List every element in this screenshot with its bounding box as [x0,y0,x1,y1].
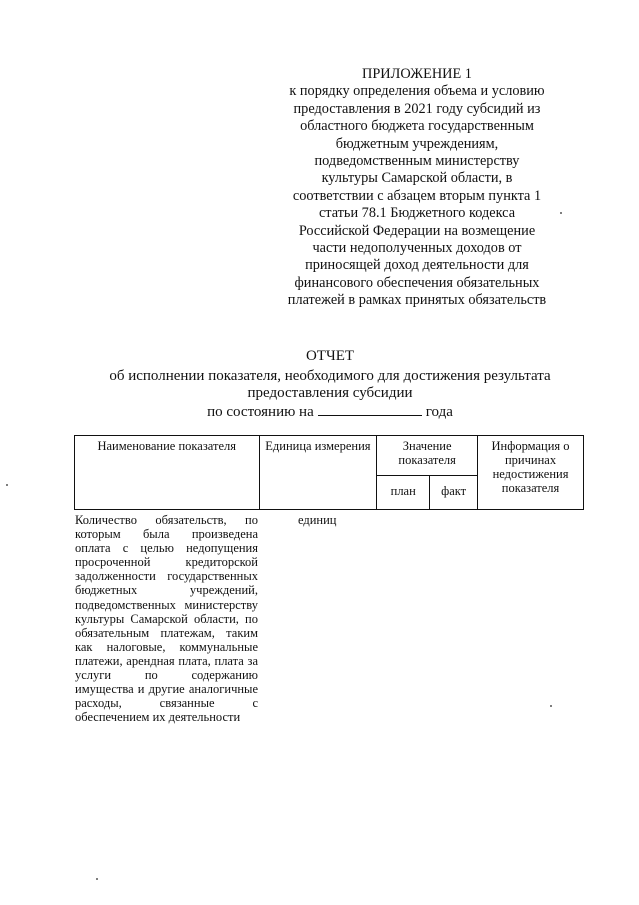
date-prefix: по состоянию на [207,403,314,420]
scan-speck [96,878,98,880]
report-subtitle-line: об исполнении показателя, необходимого для достижения результата [109,367,551,384]
appendix-line: Российской Федерации на возмещение [298,222,536,239]
appendix-line: предоставления в 2021 году субсидий из [293,100,541,117]
appendix-line: культуры Самарской области, в [321,170,513,187]
appendix-line: соответствии с абзацем вторым пункта 1 [292,187,542,204]
report-subtitle-line: предоставления субсидии [247,385,413,401]
appendix-line: бюджетным учреждениям, [335,135,499,152]
header-fact: факт [430,476,478,510]
indicator-description: Количество обязательств, по которым была произведена оплата с целью недопущения просроченной кредиторской задолженности государственных бюджетных учреждений, подведомственных министерству культуры Самарской области, по обязательным платежам, таким как налоговые, коммунальные платежи, арендная плата, плата за услуги по содержанию имущества и другие аналогичные расходы, связанные с обеспечением их деятельности [75,513,258,725]
report-date-line [60,403,600,422]
appendix-heading: ПРИЛОЖЕНИЕ 1 [362,66,472,82]
appendix-line: подведомственным министерству [314,153,520,170]
header-reasons: Информация о причинах недостижения показателя [478,436,584,510]
report-table [74,435,584,510]
appendix-line: финансового обеспечения обязательных [294,274,540,291]
date-suffix: года [425,403,453,420]
appendix-block [272,66,562,310]
header-unit: Единица измерения [259,436,377,510]
indicator-unit: единиц [298,513,337,527]
date-blank-field[interactable] [318,403,422,416]
header-indicator-name: Наименование показателя [75,436,260,510]
appendix-line: статьи 78.1 Бюджетного кодекса [318,205,516,222]
appendix-line: платежей в рамках принятых обязательств [287,292,547,309]
table-header-row [75,436,584,476]
appendix-line: приносящей доход деятельности для [305,257,529,274]
appendix-line: части недополученных доходов от [312,240,522,257]
scan-speck [550,705,552,707]
appendix-line: областного бюджета государственным [300,118,534,135]
header-plan: план [377,476,430,510]
appendix-line: к порядку определения объема и условию [289,83,545,100]
report-title: ОТЧЕТ [305,348,355,364]
scan-speck [560,212,562,214]
report-heading-block [60,348,600,421]
scan-speck [6,484,8,486]
header-value: Значение показателя [377,436,478,476]
